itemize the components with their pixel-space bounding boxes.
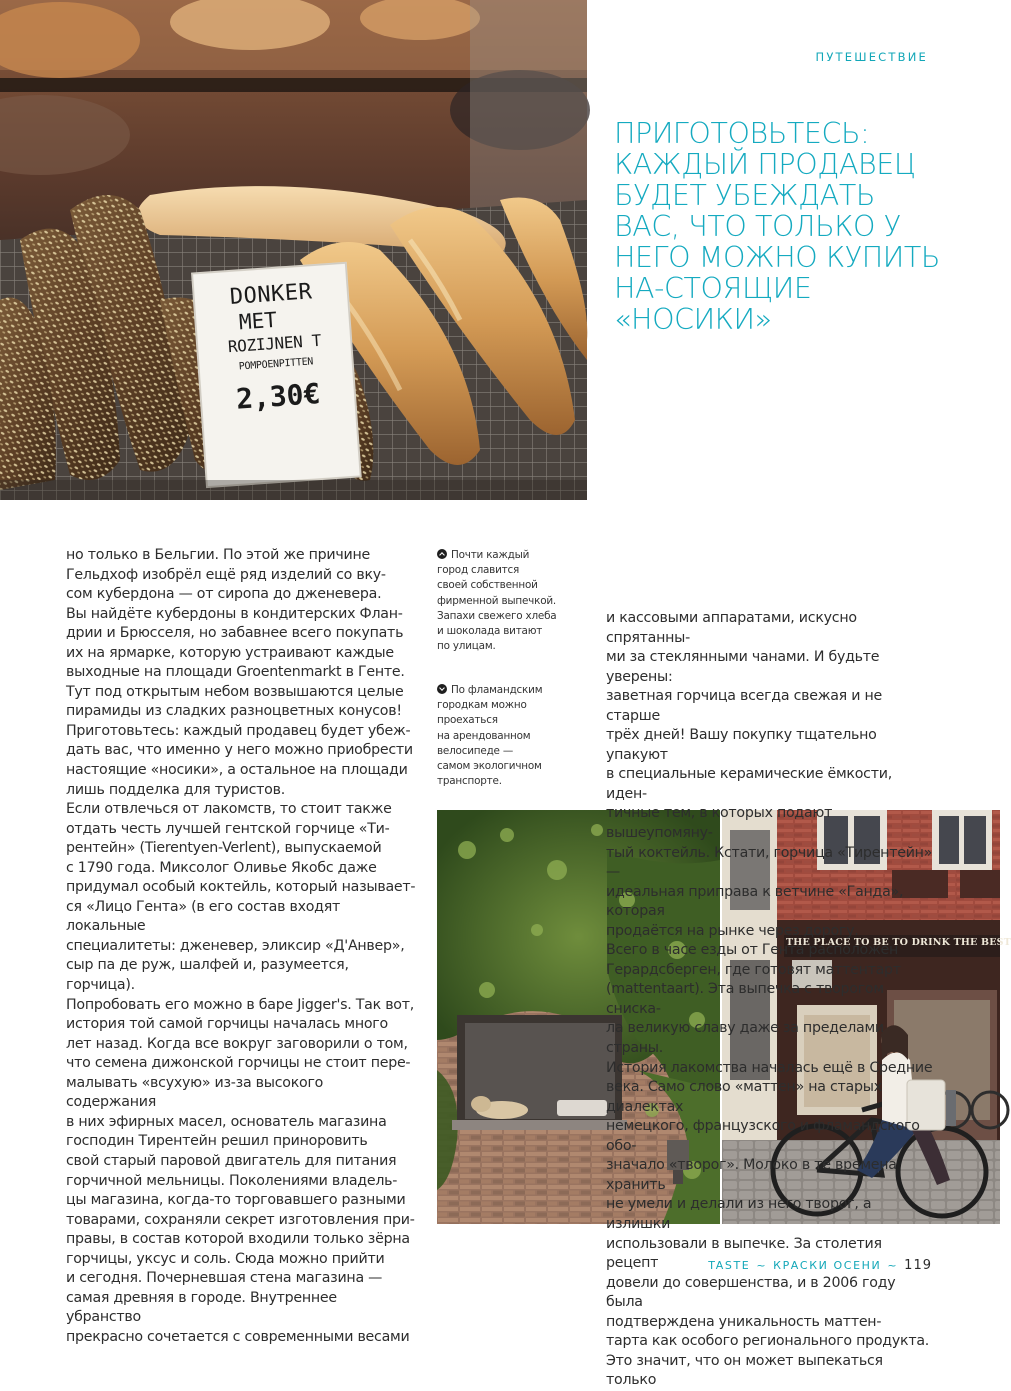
bread-sign [195, 277, 354, 424]
arrow-up-icon [437, 549, 447, 559]
footer-separator-1: ~ [756, 1259, 768, 1272]
right-column-text: и кассовыми аппаратами, искусно спрятанны- ми за стеклянными чанами. И будьте уверены: заветная горчица всегда свежая и не старше трёх дней! Вашу покупку тщательно упакуют в специальные керамические ёмкости, иден- тичные тем, в которых подают вышеупомяну- тый коктейль. Кстати, горчица «Тирентейн» — идеальная приправа к ветчине «Ганда», которая продаётся на рынке через дорогу. Всего в часе езды от Гента расположен Герардсберген, где готовят маттентарт (mattentaart). Эта выпечка с творогом снискa- ла великую славу даже за пределами страны. История лакомства началась ещё в Средние века. Само слово «маттен» на старых диалектах немецкого, французского и фламандского обо- значало «творог». Молоко в те времена хранить не умели и делали из него творог, а излишки использовали в выпечке. За столетия рецепт довели до совершенства, и в 2006 году была подтверждена уникальность маттен- тарта как особого регионального продукта. Это значит, что он может выпекаться только [606, 610, 933, 1389]
bread-photo [0, 0, 587, 500]
sign-price: 2,30€ [235, 376, 322, 416]
caption-text-2: По фламандским городкам можно проехаться на арендованном велосипеде — самом экологичном транспорте. [437, 684, 543, 788]
page-footer [708, 1258, 932, 1273]
sign-line-2: MET [238, 307, 278, 335]
pull-quote: ПРИГОТОВЬТЕСЬ: КАЖДЫЙ ПРОДАВЕЦ БУДЕТ УБЕЖДАТЬ ВАС, ЧТО ТОЛЬКО У НЕГО МОЖНО КУПИТЬ НА-СТОЯЩИЕ «НОСИКИ» [614, 117, 941, 336]
street-sign: THE PLACE TO BE TO DRINK THE BEST [786, 937, 1011, 948]
footer-separator-2: ~ [887, 1259, 899, 1272]
page-number: 119 [904, 1258, 932, 1273]
right-column [606, 609, 936, 1391]
magazine-name: TASTE [708, 1259, 751, 1272]
sign-line-4: POMPOENPITTEN [238, 356, 314, 373]
photo-caption-bread [437, 548, 587, 654]
left-column [66, 546, 416, 1347]
sign-line-3: ROZIJNEN T [227, 330, 322, 357]
section-label: ПУТЕШЕСТВИЕ [815, 50, 928, 64]
photo-caption-bike [437, 683, 587, 789]
left-column-text: но только в Бельгии. По этой же причине Гельдхоф изобрёл ещё ряд изделий со вку- сом кубердона — от сиропа до дженевера. Вы найдёте кубердоны в кондитерских Флан- дрии и Брюсселя, но забавнее всего покупать их на ярмарке, которую устраивают каждые выходные на площади Groentenmarkt в Генте. Тут под открытым небом возвышаются целые пирамиды из сладких разноцветных конусов! Приготовьтесь: каждый продавец будет убеж- дать вас, что именно у него можно приобрести настоящие «носики», а остальное на площади лишь подделка для туристов. Если отвлечься от лакомств, то стоит также отдать честь лучшей гентской горчице «Ти- рентейн» (Tierentyen-Verlent), выпускаемой с 1790 года. Миксолог Оливье Якобс даже придумал особый коктейль, который называет- ся «Лицо Гента» (в его состав входят локальные специалитеты: дженевер, эликсир «Д'Анвер», сыр па де руж, шалфей и, разумеется, горчица). Попробовать его можно в баре Jigger's. Так вот, история той самой горчицы началась много лет назад. Когда все вокруг заговорили о том, что семена дижонской горчицы не стоит пере- малывать «всухую» из-за высокого содержания в них эфирных масел, основатель магазина господин Тирентейн решил приноровить свой старый паровой двигатель для питания горчичной мельницы. Поколениями владель- цы магазина, когда-то торговавшего разными товарами, сохраняли секрет изготовления при- правы, в состав которой входили только зёрна горчицы, уксус и соль. Сюда можно прийти и сегодня. Почерневшая стена магазина — самая древняя в городе. Внутреннее убранство прекрасно сочетается с современными весами [66, 547, 416, 1345]
caption-text-1: Почти каждый город славится своей собственной фирменной выпечкой. Запахи свежего хлеба и шоколада витают по улицам. [437, 549, 557, 653]
sign-line-1: DONKER [229, 279, 314, 310]
issue-title: КРАСКИ ОСЕНИ [773, 1259, 882, 1272]
arrow-down-icon [437, 684, 447, 694]
